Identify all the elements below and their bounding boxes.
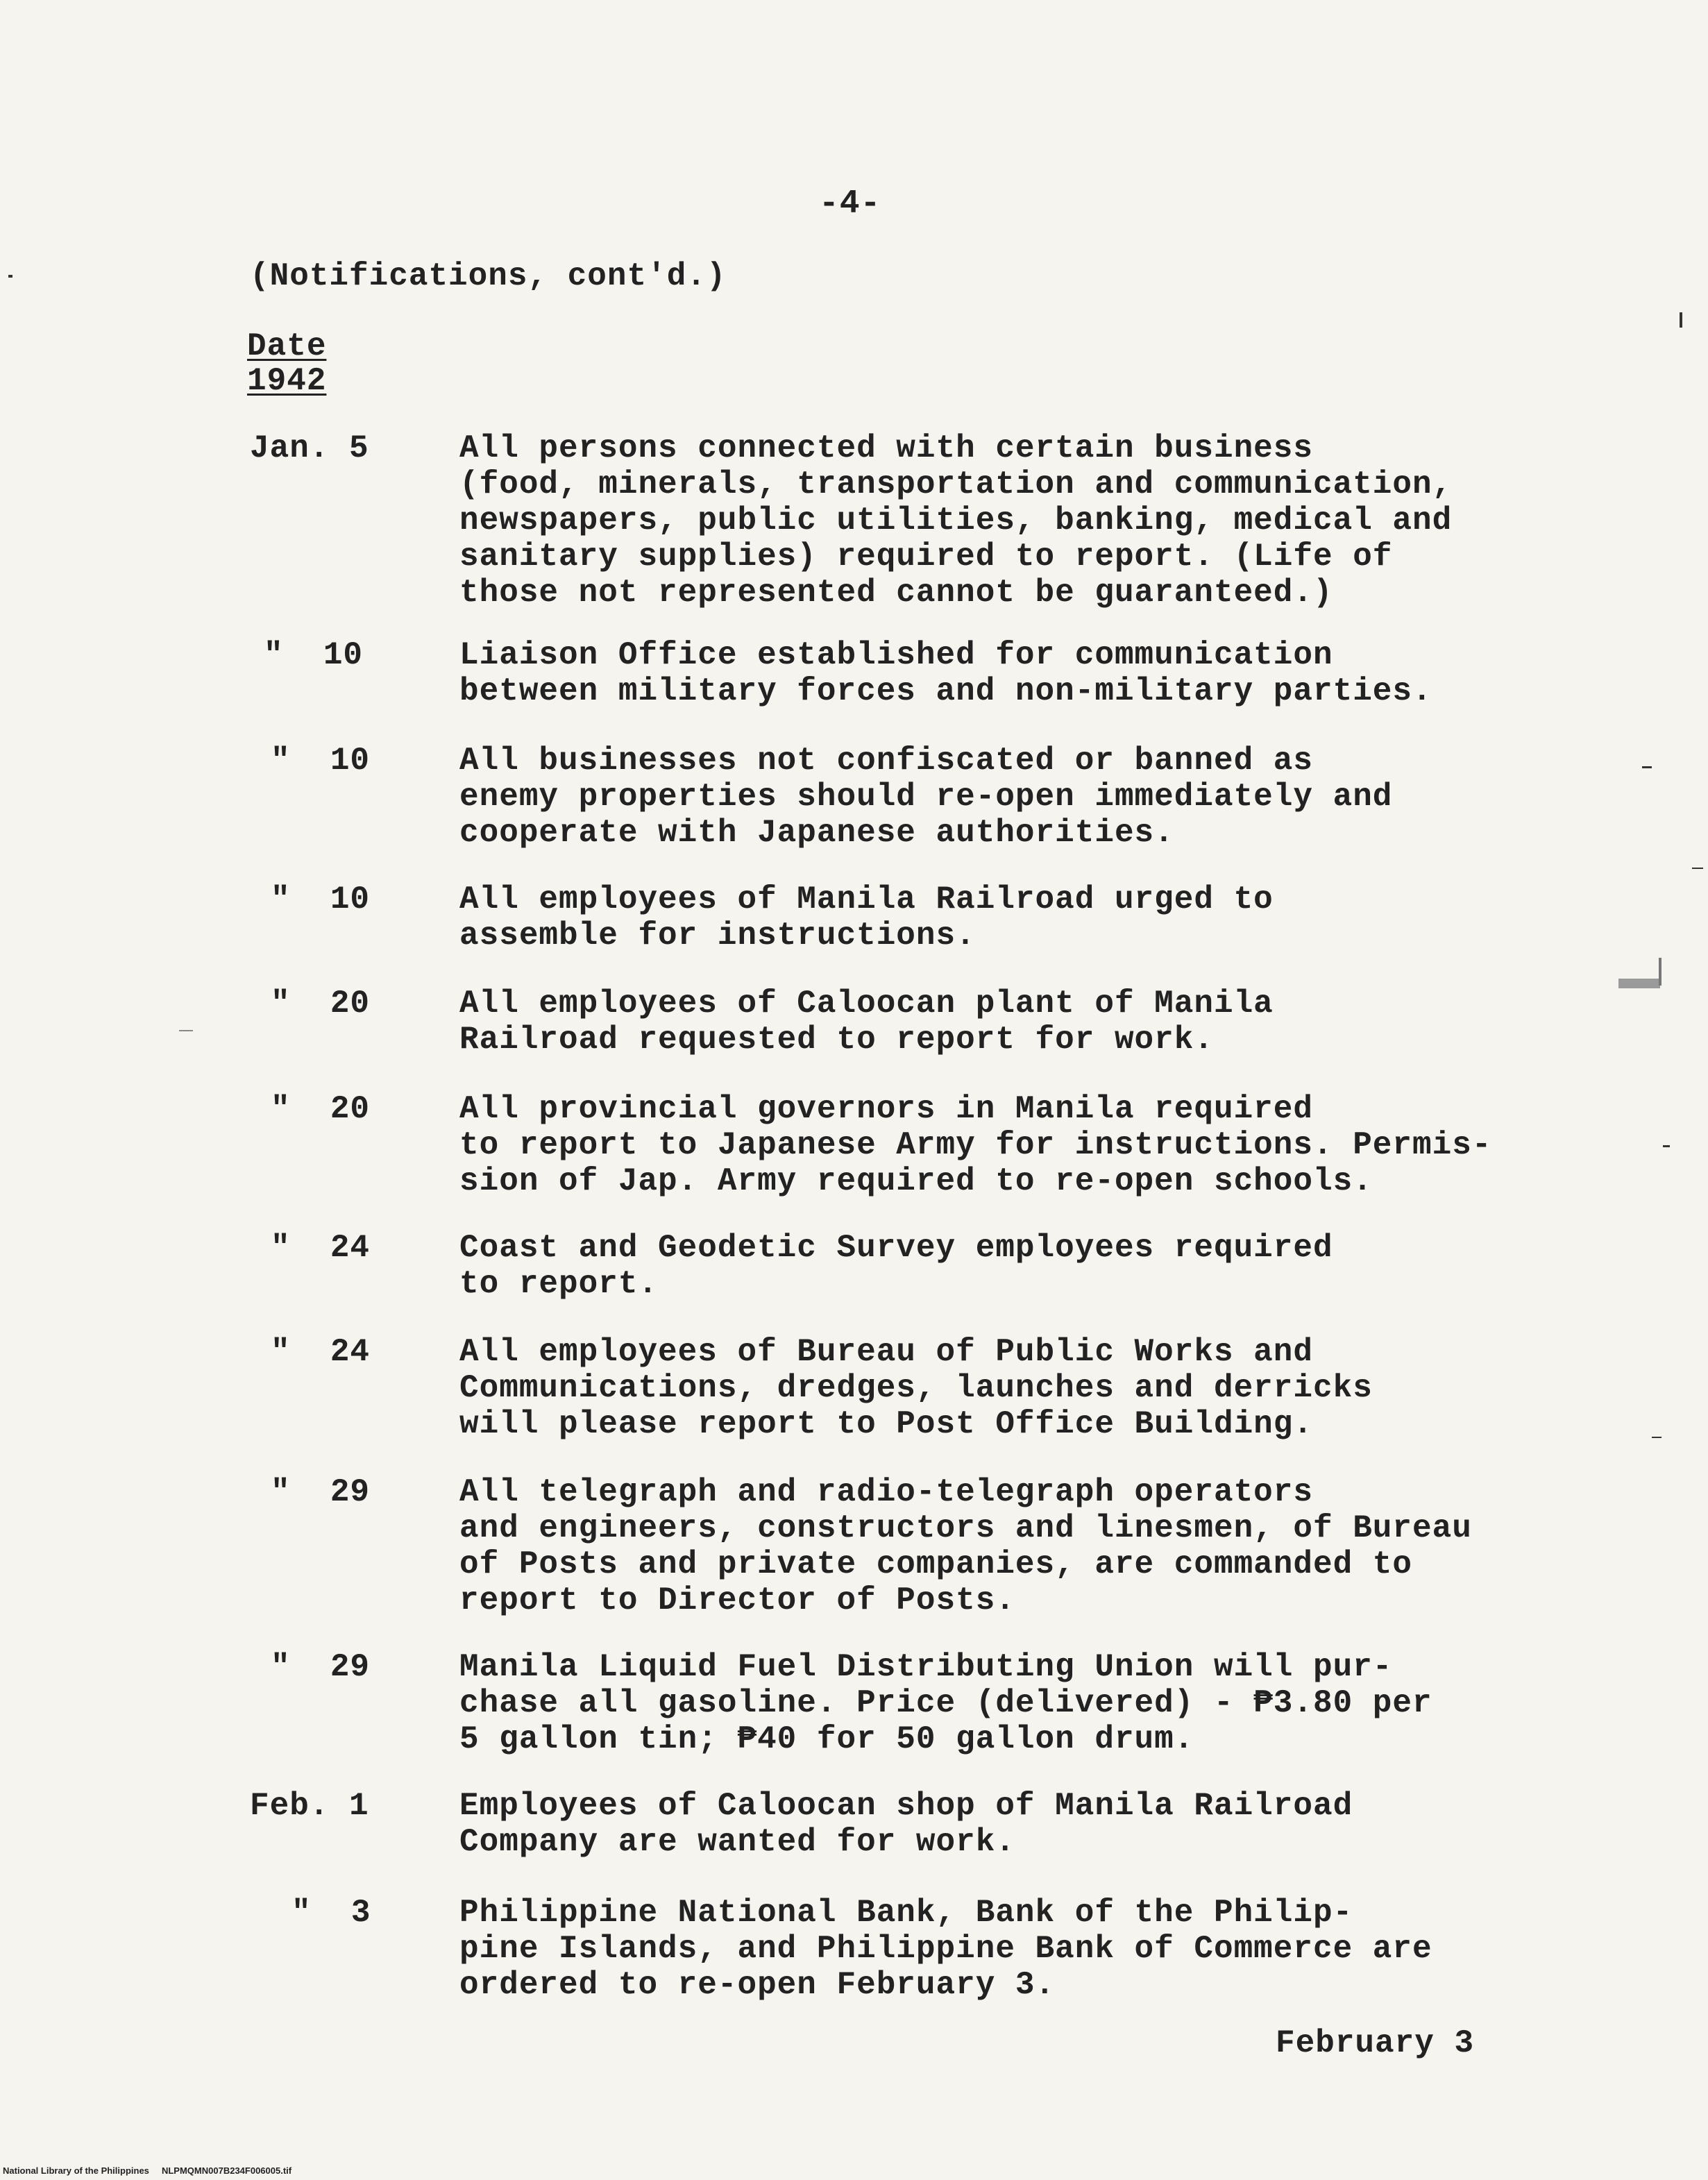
date-header-label: Date — [247, 328, 327, 364]
scan-speck — [179, 1030, 193, 1031]
entry-date: " 3 — [291, 1895, 371, 1931]
entry-text: All provincial governors in Manila required to report to Japanese Army for instructions. Permis- sion of Jap. Army required to re-open schools. — [459, 1091, 1492, 1199]
section-heading: (Notifications, cont'd.) — [250, 258, 727, 294]
entry-text: Manila Liquid Fuel Distributing Union will pur- chase all gasoline. Price (delivered) - ₱3.80 per 5 gallon tin; ₱40 for 50 gallon drum. — [459, 1649, 1432, 1757]
entry-text: Employees of Caloocan shop of Manila Railroad Company are wanted for work. — [459, 1788, 1353, 1860]
scan-speck — [1618, 979, 1660, 988]
entry-date: " 20 — [271, 986, 371, 1022]
archive-footer: National Library of the Philippines NLPMQMN007B234F006005.tif — [3, 2165, 292, 2176]
entry-text: All persons connected with certain business (food, minerals, transportation and communication, newspapers, public utilities, banking, medical and sanitary supplies) required to report. (Life of those not represented cannot be guaranteed.) — [459, 430, 1453, 611]
entry-date: " 29 — [271, 1474, 371, 1510]
scan-speck — [1663, 1145, 1670, 1147]
entry-date: " 20 — [271, 1091, 371, 1127]
entry-text: Liaison Office established for communication between military forces and non-military parties. — [459, 637, 1432, 709]
entry-date: " 29 — [271, 1649, 371, 1685]
entry-text: Coast and Geodetic Survey employees required to report. — [459, 1230, 1333, 1302]
year-header-label: 1942 — [247, 363, 327, 399]
entry-date: " 10 — [271, 881, 371, 918]
scan-speck — [1692, 868, 1703, 869]
scan-speck — [1642, 766, 1652, 768]
closing-date: February 3 — [1276, 2025, 1475, 2061]
entry-text: All employees of Bureau of Public Works and Communications, dredges, launches and derricks will please report to Post Office Building. — [459, 1334, 1373, 1442]
scan-speck — [1659, 958, 1662, 986]
entry-text: Philippine National Bank, Bank of the Philip- pine Islands, and Philippine Bank of Commerce are ordered to re-open February 3. — [459, 1895, 1432, 2003]
entry-text: All employees of Manila Railroad urged to assemble for instructions. — [459, 881, 1274, 954]
entry-text: All telegraph and radio-telegraph operators and engineers, constructors and linesmen, of Bureau of Posts and private companies, are commanded to report to Director of Posts. — [459, 1474, 1472, 1619]
entry-text: All employees of Caloocan plant of Manila Railroad requested to report for work. — [459, 986, 1274, 1058]
entry-date: Jan. 5 — [250, 430, 369, 466]
entry-date: Feb. 1 — [250, 1788, 369, 1824]
date-column-header — [247, 329, 326, 398]
scan-speck — [1680, 312, 1682, 328]
entry-date: " 24 — [271, 1230, 371, 1266]
entry-date: " 24 — [271, 1334, 371, 1370]
scan-speck — [8, 275, 12, 278]
entry-date: " 10 — [271, 743, 371, 779]
page-number: -4- — [819, 185, 881, 223]
entry-text: All businesses not confiscated or banned as enemy properties should re-open immediately and cooperate with Japanese authorities. — [459, 743, 1393, 851]
entry-date: " 10 — [264, 637, 364, 673]
scan-speck — [1652, 1437, 1662, 1438]
